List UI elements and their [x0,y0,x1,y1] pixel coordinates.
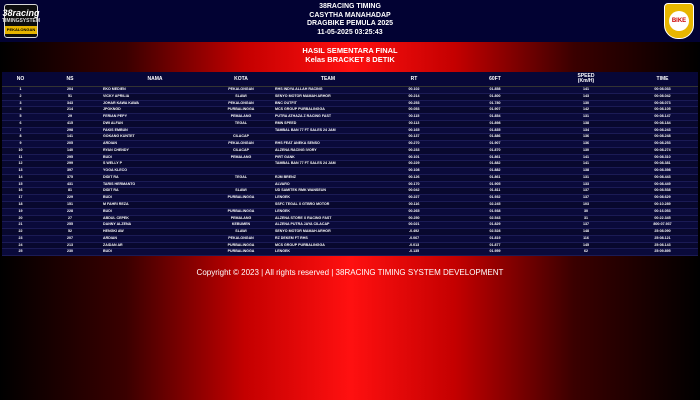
cell-rt: 00.227 [383,195,445,202]
cell-rt: -0.492 [383,229,445,236]
cell-nama: ARDIAN [101,235,209,242]
logo-left-text-1: 38racing [2,7,40,18]
cell-team: RZ DEKEM FT RHS [273,235,383,242]
cell-rt: 00.042 [383,188,445,195]
cell-ns: 255 [39,222,101,229]
cell-nama: ABDUL CEPEK [101,215,209,222]
cell-time: 00:08.538 [627,188,698,195]
cell-kota: PURBALINGGA [209,208,273,215]
cell-speed: 141 [545,161,627,168]
table-row [2,147,698,154]
cell-kota: SLAWI [209,229,273,236]
cell-team: ALZENA PUTRA JAYA CILACAP [273,222,383,229]
cell-kota: PEMALANG [209,114,273,121]
cell-no: 11 [2,154,39,161]
cell-kota: PEKALONGAN [209,100,273,107]
col-header-speed [545,72,627,87]
cell-speed: 136 [545,134,627,141]
cell-speed: 31 [545,215,627,222]
cell-ft: 01.858 [445,87,545,94]
results-title [0,46,700,64]
cell-no: 13 [2,168,39,175]
cell-ns: 207 [39,235,101,242]
cell-rt: 00.265 [383,208,445,215]
cell-kota [209,181,273,188]
cell-nama: DIDIT RA [101,188,209,195]
cell-ns: 299 [39,161,101,168]
cell-speed: 138 [545,120,627,127]
header-line-3: DRAGBIKE PEMULA 2025 [306,20,394,27]
cell-kota: TEGAL [209,120,273,127]
cell-time: 00:08.629 [627,195,698,202]
cell-ft: 01.861 [445,154,545,161]
cell-rt: 00.214 [383,93,445,100]
cell-rt: 00.021 [383,222,445,229]
cell-no: 4 [2,107,39,114]
cell-team: PUTRA ATHAZA Z RACING FAST [273,114,383,121]
table-row [2,107,698,114]
cell-speed: 142 [545,107,627,114]
cell-ft: 01.800 [445,93,545,100]
cell-ft: 01.811 [445,188,545,195]
table-row [2,188,698,195]
table-row [2,87,698,94]
cell-rt: 00.165 [383,127,445,134]
cell-speed: 137 [545,188,627,195]
col-header-no: NO [2,72,39,87]
cell-rt: 00.115 [383,114,445,121]
cell-time: 00:16.053 [627,208,698,215]
cell-kota: CILACAP [209,147,273,154]
cell-nama: DIDIT RA [101,174,209,181]
cell-no: 18 [2,202,39,209]
cell-speed: 137 [545,222,627,229]
cell-nama: BUDI [101,154,209,161]
cell-rt: 00.126 [383,174,445,181]
header-timestamp: 11-05-2025 03:25:43 [317,28,383,36]
cell-ns: 343 [39,100,101,107]
cell-no: 5 [2,114,39,121]
table-header-row [2,72,698,87]
cell-no: 16 [2,188,39,195]
cell-no: 6 [2,120,39,127]
cell-team: RMN SPEED [273,120,383,127]
cell-kota: SLAWI [209,188,273,195]
table-row [2,161,698,168]
cell-ft: 01.938 [445,208,545,215]
cell-ft: 01.898 [445,120,545,127]
cell-ns: 27 [39,215,101,222]
cell-ft: 01.819 [445,235,545,242]
cell-rt: 00.253 [383,100,445,107]
table-row [2,114,698,121]
cell-ft: 01.907 [445,107,545,114]
cell-speed: 141 [545,154,627,161]
cell-ns: 151 [39,202,101,209]
cell-no: 14 [2,174,39,181]
cell-ft: 01.905 [445,181,545,188]
cell-team: UD SAMITEK RMK WANSEUN [273,188,383,195]
cell-no: 20 [2,215,39,222]
cell-team: TAMBAL BAN 77 FT SALES 24 JAM [273,161,383,168]
cell-ns: 51 [39,93,101,100]
cell-ft: 01.882 [445,168,545,175]
bottom-red-gradient [0,278,700,400]
bike-logo-badge: BIKE [669,11,689,31]
cell-team: SENYO MOTOR MAMAH ARHOR [273,229,383,236]
cell-kota [209,161,273,168]
cell-nama: HENGKI AW [101,229,209,236]
cell-kota: PURBALINGGA [209,249,273,256]
cell-no: 12 [2,161,39,168]
table-row [2,222,698,229]
cell-no: 8 [2,134,39,141]
cell-ns: 141 [39,134,101,141]
col-header-ns: NS [39,72,101,87]
cell-speed: 62 [545,249,627,256]
cell-speed: 138 [545,168,627,175]
results-table-body [2,87,698,256]
cell-team: LENGEK [273,249,383,256]
cell-ft: 01.886 [445,134,545,141]
cell-time: 00:08.073 [627,100,698,107]
cell-kota: PEKALONGAN [209,235,273,242]
col-header-speed-label: SPEED [577,73,595,79]
cell-nama: DWI ALFAN [101,120,209,127]
cell-time: 800:07.937 [627,222,698,229]
cell-ns: 230 [39,249,101,256]
cell-no: 19 [2,208,39,215]
cell-no: 10 [2,147,39,154]
cell-time: 25:08.121 [627,235,698,242]
header-line-1: 38RACING TIMING [319,3,381,10]
cell-speed: 137 [545,195,627,202]
cell-kota: PEKALONGAN [209,87,273,94]
cell-time: 00:08.105 [627,107,698,114]
cell-time: 00:08.248 [627,134,698,141]
results-table [2,72,698,256]
table-row [2,141,698,148]
table-row [2,168,698,175]
cell-team: ALZENA STORE X RACING FAST [273,215,383,222]
cell-ft: 01.870 [445,147,545,154]
cell-team: SENYO MOTOR MAMAH ARHOR [273,93,383,100]
cell-kota: PURBALINGGA [209,195,273,202]
cell-speed: 131 [545,114,627,121]
table-row [2,154,698,161]
table-row [2,127,698,134]
cell-no: 24 [2,242,39,249]
footer-copyright: Copyright © 2023 | All rights reserved | 38RACING TIMING SYSTEM DEVELOPMENT [196,268,504,277]
header-line-2: CASYTHA MANAHADAP [309,11,391,19]
table-row [2,174,698,181]
cell-ft: 01.829 [445,222,545,229]
table-row [2,181,698,188]
cell-time: 25:09.895 [627,249,698,256]
cell-kota: CILACAP [209,134,273,141]
cell-nama: EKO MEDIEN [101,87,209,94]
cell-ns: 228 [39,208,101,215]
col-header-60ft: 60FT [445,72,545,87]
cell-speed: 103 [545,202,627,209]
cell-nama: VICKY APRILIA [101,93,209,100]
table-row [2,100,698,107]
cell-no: 7 [2,127,39,134]
cell-ns: 375 [39,174,101,181]
cell-nama: FERIAN PEPY [101,114,209,121]
cell-team: TAMBAL BAN 77 FT SALES 24 JAM [273,127,383,134]
cell-time: 00:08.310 [627,154,698,161]
cell-rt: 00.101 [383,154,445,161]
cell-rt: -0.013 [383,242,445,249]
cell-speed: 131 [545,174,627,181]
cell-ft: 01.854 [445,114,545,121]
cell-speed: 136 [545,141,627,148]
cell-nama: JPOKNGD [101,107,209,114]
cell-rt: -0.067 [383,235,445,242]
cell-time: 00:08.033 [627,87,698,94]
cell-ft: 01.877 [445,242,545,249]
cell-team: LENGEK [273,208,383,215]
cell-kota: SLAWI [209,93,273,100]
cell-team: RJM BRENZ [273,174,383,181]
cell-time: 00:08.243 [627,127,698,134]
cell-no: 21 [2,222,39,229]
cell-team [273,168,383,175]
cell-time: 00:08.147 [627,114,698,121]
cell-ft: 01.959 [445,249,545,256]
cell-team [273,134,383,141]
cell-ns: 29 [39,114,101,121]
cell-nama: ARDIAN [101,141,209,148]
cell-ft: 01.882 [445,161,545,168]
cell-team: ALZENA RACING IVORY [273,147,383,154]
table-row [2,202,698,209]
col-header-team: TEAM [273,72,383,87]
cell-rt: 00.108 [383,168,445,175]
cell-nama: YOGA KLECO [101,168,209,175]
cell-ft: 01.835 [445,127,545,134]
event-header [0,3,700,37]
cell-team: LENGEK [273,195,383,202]
cell-ft: 01.932 [445,195,545,202]
cell-no: 2 [2,93,39,100]
cell-ns: 140 [39,147,101,154]
cell-kota: PURBALINGGA [209,107,273,114]
cell-speed: 145 [545,242,627,249]
cell-kota: PEMALANG [209,154,273,161]
cell-nama: M FAHRI REZA [101,202,209,209]
table-row [2,242,698,249]
cell-ns: 205 [39,141,101,148]
cell-nama: JOHAR KAWA KAWA [101,100,209,107]
cell-ns: 204 [39,87,101,94]
cell-nama: BUDI [101,249,209,256]
cell-time: 00:08.042 [627,93,698,100]
results-title-line-2: Kelas BRACKET 8 DETIK [305,55,395,64]
cell-ft: 02.543 [445,215,545,222]
cell-ns: 298 [39,127,101,134]
cell-time: 00:08.443 [627,174,698,181]
cell-kota [209,168,273,175]
cell-rt: 00.233 [383,147,445,154]
cell-kota [209,202,273,209]
cell-time: 25:08.143 [627,242,698,249]
cell-rt: 00.270 [383,141,445,148]
cell-rt: 00.137 [383,134,445,141]
cell-ns: 213 [39,242,101,249]
cell-team: RHS FEAT ANEKA SENSO [273,141,383,148]
table-row [2,134,698,141]
cell-nama: BUDI [101,195,209,202]
cell-nama: BUDI [101,208,209,215]
bike-shield-logo [664,3,694,39]
cell-no: 1 [2,87,39,94]
cell-time: 00:08.274 [627,147,698,154]
table-row [2,195,698,202]
cell-rt: 00.102 [383,87,445,94]
cell-no: 15 [2,181,39,188]
cell-team: BNC OUTFIT [273,100,383,107]
cell-speed: 130 [545,100,627,107]
cell-no: 22 [2,229,39,236]
cell-no: 3 [2,100,39,107]
cell-speed: 141 [545,87,627,94]
cell-speed: 116 [545,235,627,242]
cell-rt: -0.135 [383,249,445,256]
cell-rt: 00.053 [383,107,445,114]
cell-time: 00:08.398 [627,168,698,175]
cell-nama: FAKIS EMBUN [101,127,209,134]
cell-rt: 00.170 [383,181,445,188]
table-row [2,93,698,100]
table-row [2,208,698,215]
cell-speed: 148 [545,229,627,236]
cell-team: ALVARO [273,181,383,188]
cell-speed: 133 [545,181,627,188]
cell-team: SSFC TEGAL X GTBRO MOTOR [273,202,383,209]
cell-time: 25:08.090 [627,229,698,236]
cell-kota: TEGAL [209,174,273,181]
results-title-line-1: HASIL SEMENTARA FINAL [302,46,398,55]
cell-rt: 00.116 [383,202,445,209]
cell-time: 00:22.345 [627,215,698,222]
cell-kota: PURBALINGGA [209,242,273,249]
cell-kota [209,127,273,134]
cell-ns: 52 [39,229,101,236]
cell-ns: 415 [39,120,101,127]
cell-team: RHS INDYA ALLAH RACING [273,87,383,94]
col-header-rt: RT [383,72,445,87]
cell-ns: 214 [39,107,101,114]
table-row [2,235,698,242]
cell-time: 00:08.253 [627,141,698,148]
cell-nama: RYAN CHENDY [101,147,209,154]
cell-ft: 01.861 [445,174,545,181]
cell-team: MCS GROUP PURBALINGGA [273,242,383,249]
cell-speed: 134 [545,127,627,134]
cell-team: PIRT GANK [273,154,383,161]
table-row [2,120,698,127]
cell-ns: 81 [39,188,101,195]
cell-kota: PEKALONGAN [209,141,273,148]
logo-left-text-3: PEKALONGAN [6,26,36,32]
cell-time: 00:10.289 [627,202,698,209]
cell-ns: 295 [39,154,101,161]
cell-time: 00:08.184 [627,120,698,127]
col-header-time: TIME [627,72,698,87]
cell-nama: TARIS HERMANTO [101,181,209,188]
cell-no: 9 [2,141,39,148]
cell-no: 25 [2,249,39,256]
cell-rt: 00.250 [383,215,445,222]
cell-time: 00:08.449 [627,181,698,188]
cell-ns: 397 [39,168,101,175]
cell-ft: 02.528 [445,229,545,236]
cell-nama: DANNY ALZENA [101,222,209,229]
logo-left-text-2: TIMINGSYSTEM [1,17,41,24]
cell-nama: S WELLY P [101,161,209,168]
cell-ns: 229 [39,195,101,202]
cell-ft: 02.245 [445,202,545,209]
cell-kota: KEBUMEN [209,222,273,229]
cell-no: 23 [2,235,39,242]
cell-rt: 00.113 [383,120,445,127]
cell-nama: ZAIDAN AR [101,242,209,249]
col-header-nama: NAMA [101,72,209,87]
table-row [2,249,698,256]
cell-ft: 01.780 [445,100,545,107]
cell-no: 17 [2,195,39,202]
cell-ft: 01.907 [445,141,545,148]
cell-time: 00:08.381 [627,161,698,168]
table-row [2,215,698,222]
cell-kota: PEMALANG [209,215,273,222]
cell-team: MCS GROUP PURBALINGGA [273,107,383,114]
cell-speed: 143 [545,93,627,100]
col-header-kota: KOTA [209,72,273,87]
col-header-speed-unit: (Km/H) [577,78,595,84]
cell-speed: 130 [545,147,627,154]
cell-ns: 431 [39,181,101,188]
table-row [2,229,698,236]
cell-nama: GOKANG KUNTET [101,134,209,141]
cell-speed: 30 [545,208,627,215]
cell-rt: 00.229 [383,161,445,168]
